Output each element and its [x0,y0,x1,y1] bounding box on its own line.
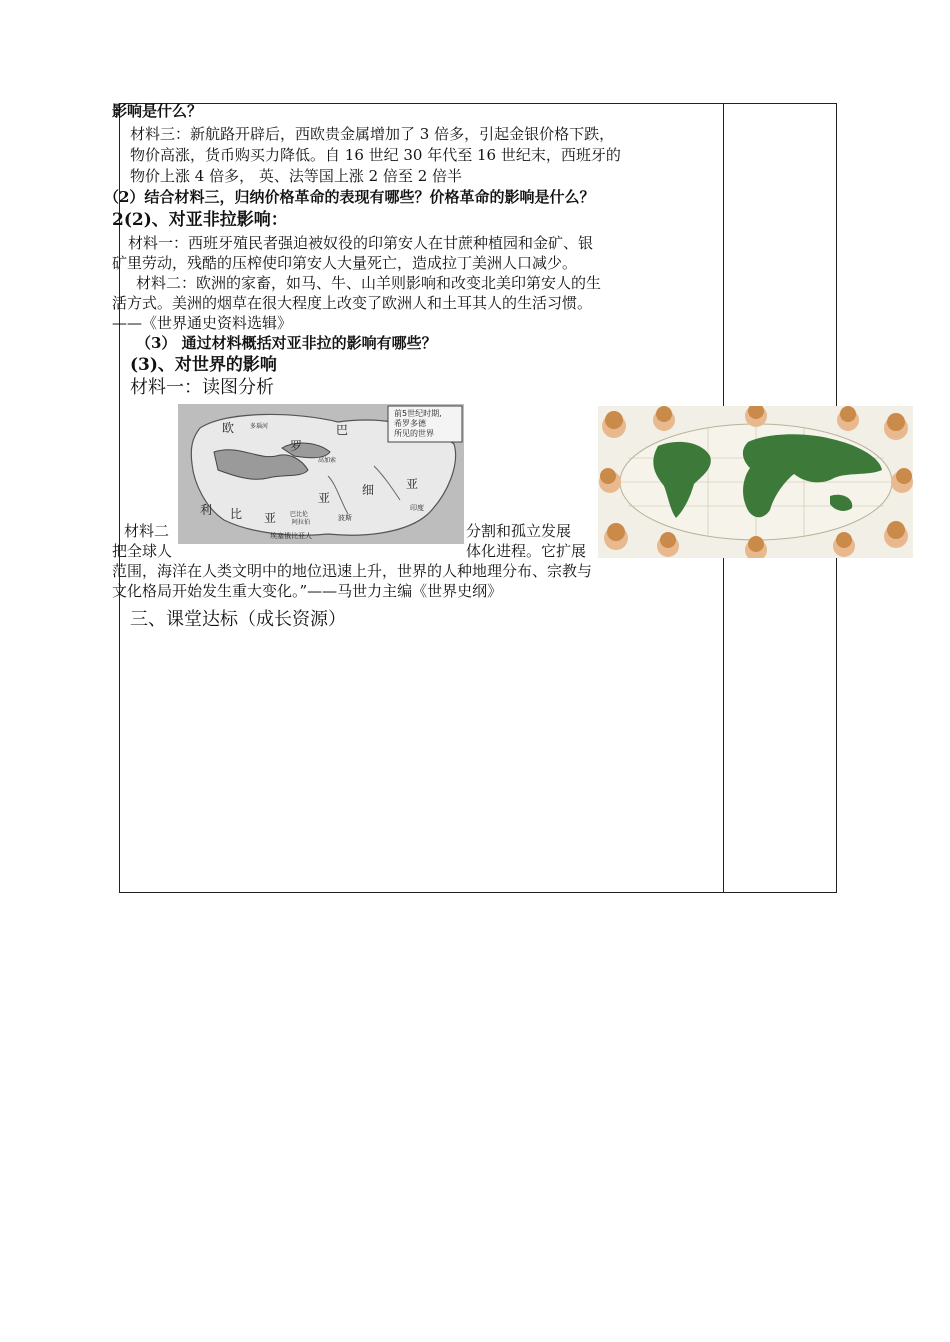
svg-text:多瑙河: 多瑙河 [250,423,269,430]
svg-text:所见的世界: 所见的世界 [394,429,434,438]
svg-text:细: 细 [362,483,375,497]
material1-line1: 材料一：西班牙殖民者强迫被奴役的印第安人在甘蔗种植园和金矿、银 [128,234,594,252]
material2-world-line1b: 分割和孤立发展 [466,522,572,540]
material2-source: ——《世界通史资料选辑》 [112,314,293,332]
material-map-label: 材料一：读图分析 [130,377,274,398]
material2-world-line3: 范围，海洋在人类文明中的地位迅速上升，世界的人种地理分布、宗教与 [112,562,593,580]
svg-text:高加索: 高加索 [318,457,337,464]
herodotus-world-map [178,404,464,544]
svg-text:波斯: 波斯 [338,514,352,522]
section-2-2-heading: 2(2)、对亚非拉影响： [112,210,288,230]
svg-text:比: 比 [230,507,243,521]
svg-text:埃塞俄比亚人: 埃塞俄比亚人 [270,532,312,540]
material2-world-line2a: 把全球人 [112,542,173,560]
svg-text:前5世纪时期,: 前5世纪时期, [394,409,442,418]
material2-line1: 材料二：欧洲的家畜，如马、牛、山羊则影响和改变北美印第安人的生 [136,274,602,292]
material2-world-line2b: 体化进程。它扩展 [466,542,587,560]
renaissance-world-map [598,406,913,558]
question-3: （3） 通过材料概括对亚非拉的影响有哪些？ [136,334,437,352]
question-2: （2）结合材料三，归纳价格革命的表现有哪些？价格革命的影响是什么？ [104,188,595,206]
svg-text:欧: 欧 [222,421,235,435]
material3-line1: 材料三：新航路开辟后，西欧贵金属增加了 3 倍多，引起金银价格下跌， [130,125,615,143]
svg-text:巴: 巴 [336,423,349,437]
material1-line2: 矿里劳动，残酷的压榨使印第安人大量死亡，造成拉丁美洲人口减少。 [112,254,578,272]
question-tail: 影响是什么？ [112,102,203,120]
section-classroom-practice: 三、课堂达标（成长资源） [130,609,346,630]
svg-text:亚: 亚 [406,477,419,491]
svg-text:希罗多德: 希罗多德 [394,419,426,428]
material2-world-line4: 文化格局开始发生重大变化。”——马世力主编《世界史纲》 [112,582,503,600]
svg-text:阿拉伯: 阿拉伯 [292,519,311,526]
section-3-heading: (3)、对世界的影响 [130,355,277,375]
material2-world-line1a: 材料二 [124,522,170,540]
svg-text:利: 利 [200,503,213,517]
material3-line3: 物价上涨 4 倍多， 英、法等国上涨 2 倍至 2 倍半 [130,167,463,185]
svg-text:亚: 亚 [318,491,331,505]
material3-line2: 物价高涨，货币购买力降低。自 16 世纪 30 年代至 16 世纪末，西班牙的 [130,146,621,164]
material2-line2: 活方式。美洲的烟草在很大程度上改变了欧洲人和土耳其人的生活习惯。 [112,294,593,312]
svg-text:巴比伦: 巴比伦 [290,511,309,518]
svg-text:亚: 亚 [264,511,277,525]
svg-text:印度: 印度 [410,504,424,512]
svg-text:罗: 罗 [290,439,303,453]
